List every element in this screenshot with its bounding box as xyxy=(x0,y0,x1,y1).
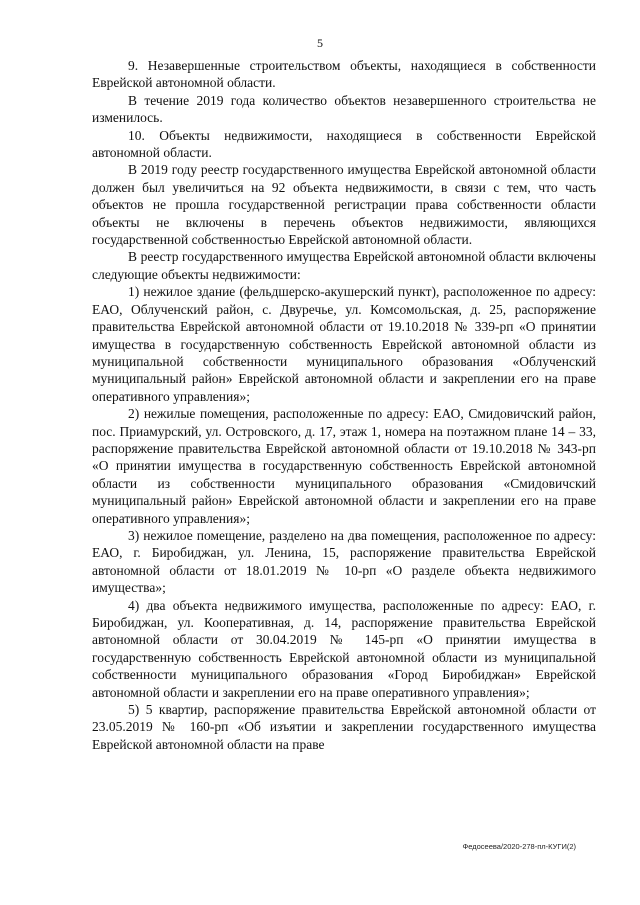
paragraph-section-10-heading: 10. Объекты недвижимости, находящиеся в собственности Еврейской автономной области. xyxy=(92,127,596,161)
document-body xyxy=(92,57,596,753)
list-item-5: 5) 5 квартир, распоряжение правительства Еврейской автономной области от 23.05.2019 № 160-рп «Об изъятии и закреплении государственного имущества Еврейской автономной области на праве xyxy=(92,702,596,752)
list-item-4: 4) два объекта недвижимого имущества, расположенные по адресу: ЕАО, г. Биробиджан, ул. Кооперативная, д. 14, распоряжение правительства Еврейской автономной области от 30.04.2019 № 145-рп «О принятии имущества в государственную собственность Еврейской автономной области из муниципальной собственности муниципального образования «Город Биробиджан» Еврейской автономной области и закреплении его на праве оперативного управления»; xyxy=(92,597,596,700)
list-item-2: 2) нежилые помещения, расположенные по адресу: ЕАО, Смидовичский район, пос. Приамурский, ул. Островского, д. 17, этаж 1, номера на поэтажном плане 14 – 33, распоряжение правительства Еврейской автономной области от 19.10.2018 № 343-рп «О принятии имущества в государственную собственность Еврейской автономной области из собственности муниципального образования «Смидовичский муниципальный район» Еврейской автономной области и закреплении его на праве оперативного управления»; xyxy=(92,406,596,526)
footer-reference: Федосеева/2020-278-пл-КУГИ(2) xyxy=(462,842,576,851)
page-number: 5 xyxy=(317,36,323,50)
paragraph-section-10-text: В 2019 году реестр государственного имущества Еврейской автономной области должен был увеличиться на 92 объекта недвижимости, в связи с тем, что часть объектов не прошла государственной регистрации права собственности области объекты не включены в перечень объектов недвижимости, являющихся государственной собственностью Еврейской автономной области. xyxy=(92,162,596,248)
list-item-3: 3) нежилое помещение, разделено на два помещения, расположенное по адресу: ЕАО, г. Биробиджан, ул. Ленина, 15, распоряжение правительства Еврейской автономной области от 18.01.2019 № 10-рп «О разделе объекта недвижимого имущества»; xyxy=(92,527,596,596)
list-item-1: 1) нежилое здание (фельдшерско-акушерский пункт), расположенное по адресу: ЕАО, Облученский район, с. Двуречье, ул. Комсомольская, д. 25, распоряжение правительства Еврейской автономной области от 19.10.2018 № 339-рп «О принятии имущества в государственную собственность Еврейской автономной области из муниципальной собственности муниципального образования «Облученский муниципальный район» Еврейской автономной области и закреплении его на праве оперативного управления»; xyxy=(92,284,596,404)
paragraph-section-9-text: В течение 2019 года количество объектов незавершенного строительства не изменилось. xyxy=(92,92,596,126)
paragraph-registry-intro: В реестр государственного имущества Еврейской автономной области включены следующие объекты недвижимости: xyxy=(92,249,596,282)
paragraph-section-9-heading: 9. Незавершенные строительством объекты, находящиеся в собственности Еврейской автономной области. xyxy=(92,58,596,91)
